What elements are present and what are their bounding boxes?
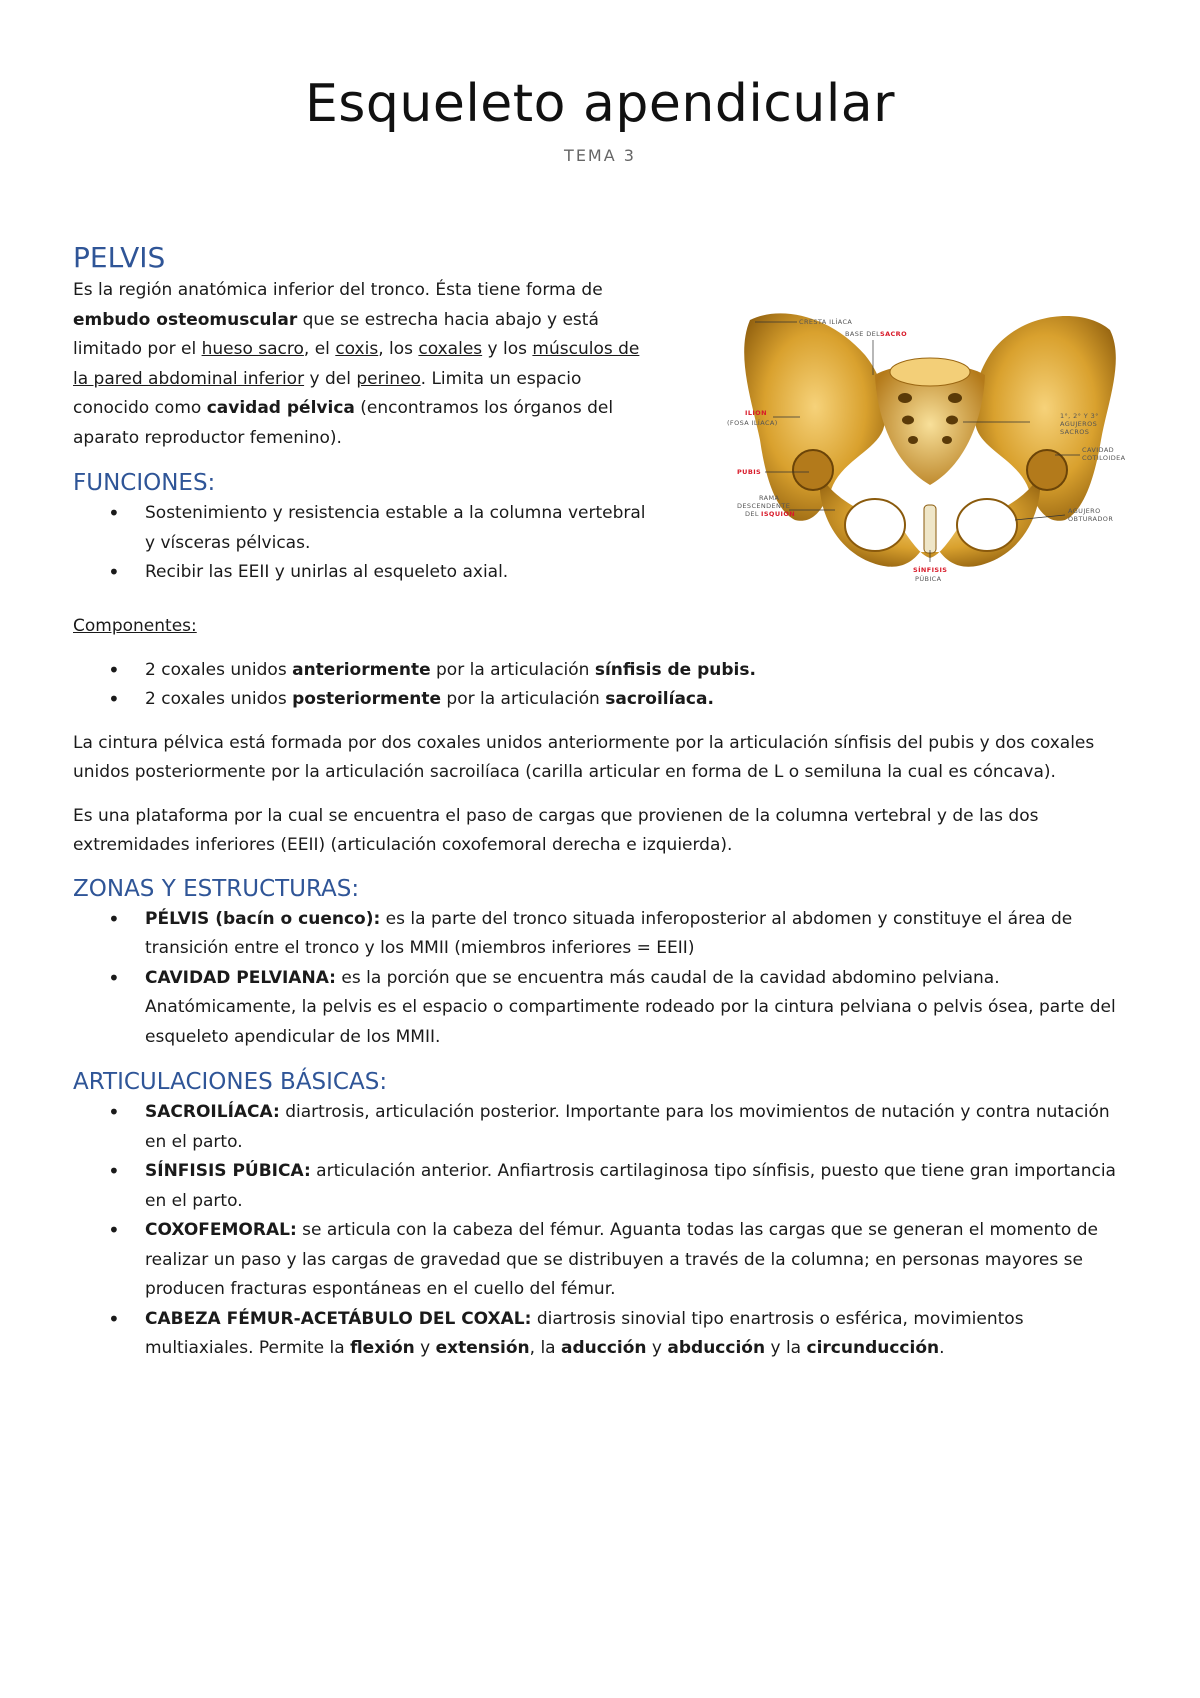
- list-text: por la articulación: [430, 659, 595, 680]
- list-bold: anteriormente: [292, 659, 431, 680]
- list-text: Sostenimiento y resistencia estable a la columna vertebral: [145, 503, 646, 523]
- list-text: y: [646, 1338, 668, 1358]
- list-term: COXOFEMORAL:: [145, 1220, 297, 1240]
- paragraph-plataforma: Es una plataforma por la cual se encuentra el paso de cargas que provienen de la columna vertebral y de las dos extremidades inferiores (EEII) (articulación coxofemoral derecha e izquierda).: [73, 805, 1039, 855]
- list-text: articulación anterior. Anfiartrosis cartilaginosa tipo sínfisis, puesto que tiene gran importancia en el parto.: [145, 1161, 1116, 1211]
- pelvis-section: [73, 240, 693, 588]
- document-title: Esqueleto apendicular: [304, 74, 896, 134]
- list-item: [73, 1216, 1133, 1305]
- intro-text: y del: [304, 368, 357, 389]
- list-text: 2 coxales unidos: [145, 689, 293, 709]
- articulaciones-list: [73, 1098, 1133, 1364]
- intro-underline-musculos: músculos de: [532, 339, 640, 359]
- document-subtitle: TEMA 3: [564, 146, 636, 165]
- intro-text: , el: [303, 339, 336, 359]
- list-text: y: [414, 1338, 436, 1358]
- list-bold: circunducción: [806, 1338, 940, 1358]
- list-item: [73, 1305, 1133, 1364]
- label-agujeros-2: AGUJEROS: [1060, 420, 1098, 428]
- label-publica: PÚBICA: [915, 575, 942, 583]
- label-sacro: SACRO: [880, 330, 908, 338]
- articulaciones-heading: ARTICULACIONES BÁSICAS:: [73, 1069, 388, 1095]
- componentes-heading-text: Componentes:: [73, 616, 197, 636]
- list-text: es la porción que se encuentra más caudal de la cavidad abdomino pelviana. Anatómicamente, la pelvis es el espacio o compartimente rodeado por la cintura pelviana o pelvis ósea, parte del esqueleto apendicular de los MMII.: [145, 967, 1116, 1047]
- list-text: por la articulación: [441, 689, 606, 709]
- list-item: [73, 656, 1133, 686]
- label-rama-2: DESCENDENTE: [737, 502, 791, 510]
- list-item: [73, 1098, 1133, 1157]
- label-fosa: (FOSA ILÍACA): [727, 419, 778, 427]
- list-bold: aducción: [561, 1338, 647, 1358]
- list-text: y la: [765, 1338, 807, 1358]
- list-bold: posteriormente: [292, 689, 441, 709]
- paragraph-cintura: La cintura pélvica está formada por dos coxales unidos anteriormente por la articulación sínfisis del pubis y dos coxales unidos posteriormente por la articulación sacroilíaca (carilla articular en forma de L o semiluna la cual es cóncava).: [73, 732, 1095, 782]
- intro-text: , los: [378, 339, 419, 359]
- intro-bold-cavidad: cavidad pélvica: [206, 398, 355, 418]
- intro-text: que se estrecha hacia abajo y está: [297, 309, 599, 330]
- intro-underline-coxales: coxales: [418, 339, 483, 359]
- list-text: .: [939, 1338, 945, 1358]
- intro-underline-pared: la pared abdominal inferior: [73, 368, 305, 389]
- funciones-list: [73, 499, 693, 588]
- label-agujeros-1: 1°, 2° Y 3°: [1060, 412, 1099, 420]
- list-term: CABEZA FÉMUR-ACETÁBULO DEL COXAL:: [145, 1308, 532, 1329]
- list-term: SACROILÍACA:: [145, 1102, 280, 1122]
- label-rama-1: RAMA: [759, 494, 780, 502]
- pelvis-bone-icon: [725, 300, 1135, 590]
- label-rama-3: DEL: [745, 510, 759, 518]
- intro-text: (encontramos los órganos del: [354, 398, 614, 418]
- pelvis-illustration: [725, 300, 1135, 590]
- list-text: , la: [529, 1338, 561, 1358]
- list-text: Recibir las EEII y unirlas al esqueleto axial.: [145, 562, 509, 582]
- label-cavidad-1: CAVIDAD: [1082, 446, 1115, 454]
- list-term: PÉLVIS (bacín o cuenco):: [145, 908, 381, 929]
- list-text: y vísceras pélvicas.: [145, 532, 311, 553]
- intro-text: limitado por el: [73, 339, 202, 359]
- label-agujeros-3: SACROS: [1060, 428, 1090, 436]
- list-bold: sacroilíaca.: [605, 689, 714, 709]
- label-ilion: ILION: [745, 409, 767, 417]
- list-item: [73, 685, 1133, 715]
- label-obturador-2: OBTURADOR: [1068, 515, 1114, 523]
- pelvis-intro: [73, 276, 693, 453]
- list-text: 2 coxales unidos: [145, 659, 293, 680]
- list-item: [73, 964, 1133, 1053]
- list-bold: extensión: [435, 1338, 530, 1358]
- componentes-list: [73, 656, 1133, 715]
- label-isquion: ISQUION: [761, 510, 796, 518]
- funciones-heading: FUNCIONES:: [73, 470, 216, 496]
- intro-text: . Limita un espacio: [420, 368, 582, 389]
- intro-underline-sacro: hueso sacro: [201, 339, 304, 359]
- intro-underline-perineo: perineo: [356, 368, 421, 389]
- intro-text: conocido como: [73, 398, 207, 418]
- label-base: BASE DEL: [845, 330, 881, 338]
- zonas-list: [73, 905, 1133, 1053]
- list-bold: abducción: [667, 1338, 766, 1358]
- label-obturador-1: AGUJERO: [1068, 507, 1101, 515]
- intro-text: y los: [482, 339, 533, 359]
- list-item: [73, 499, 693, 558]
- intro-text: aparato reproductor femenino).: [73, 427, 342, 448]
- intro-text: Es la región anatómica inferior del tronco. Ésta tiene forma de: [73, 280, 603, 300]
- label-cavidad-2: COTILOIDEA: [1082, 454, 1126, 462]
- list-term: SÍNFISIS PÚBICA:: [145, 1161, 311, 1181]
- list-bold: sínfisis de pubis.: [594, 659, 756, 680]
- pelvis-heading: PELVIS: [73, 241, 166, 274]
- list-term: CAVIDAD PELVIANA:: [145, 967, 336, 988]
- list-text: es la parte del tronco situada inferoposterior al abdomen y constituye el área de transición entre el tronco y los MMII (miembros inferiores = EEII): [145, 908, 1073, 958]
- list-item: [73, 558, 693, 588]
- label-cresta: CRESTA ILÍACA: [799, 318, 853, 326]
- label-sinfisis: SÍNFISIS: [913, 566, 948, 574]
- componentes-section: [73, 612, 1133, 1364]
- list-text: se articula con la cabeza del fémur. Aguanta todas las cargas que se generan el momento de realizar un paso y las cargas de gravedad que se distribuyen a través de la columna; en personas mayores se producen fracturas espontáneas en el cuello del fémur.: [145, 1220, 1098, 1299]
- zonas-heading: ZONAS Y ESTRUCTURAS:: [73, 875, 360, 902]
- list-text: diartrosis sinovial tipo enartrosis o esférica, movimientos multiaxiales. Permite la: [145, 1308, 1024, 1358]
- list-text: diartrosis, articulación posterior. Importante para los movimientos de nutación y contra nutación en el parto.: [145, 1102, 1110, 1152]
- list-item: [73, 905, 1133, 964]
- list-bold: flexión: [350, 1338, 415, 1358]
- label-pubis: PUBIS: [737, 468, 762, 476]
- list-item: [73, 1157, 1133, 1216]
- intro-bold-embudo: embudo osteomuscular: [73, 309, 298, 330]
- intro-underline-coxis: coxis: [335, 339, 379, 359]
- componentes-heading: [73, 612, 1133, 642]
